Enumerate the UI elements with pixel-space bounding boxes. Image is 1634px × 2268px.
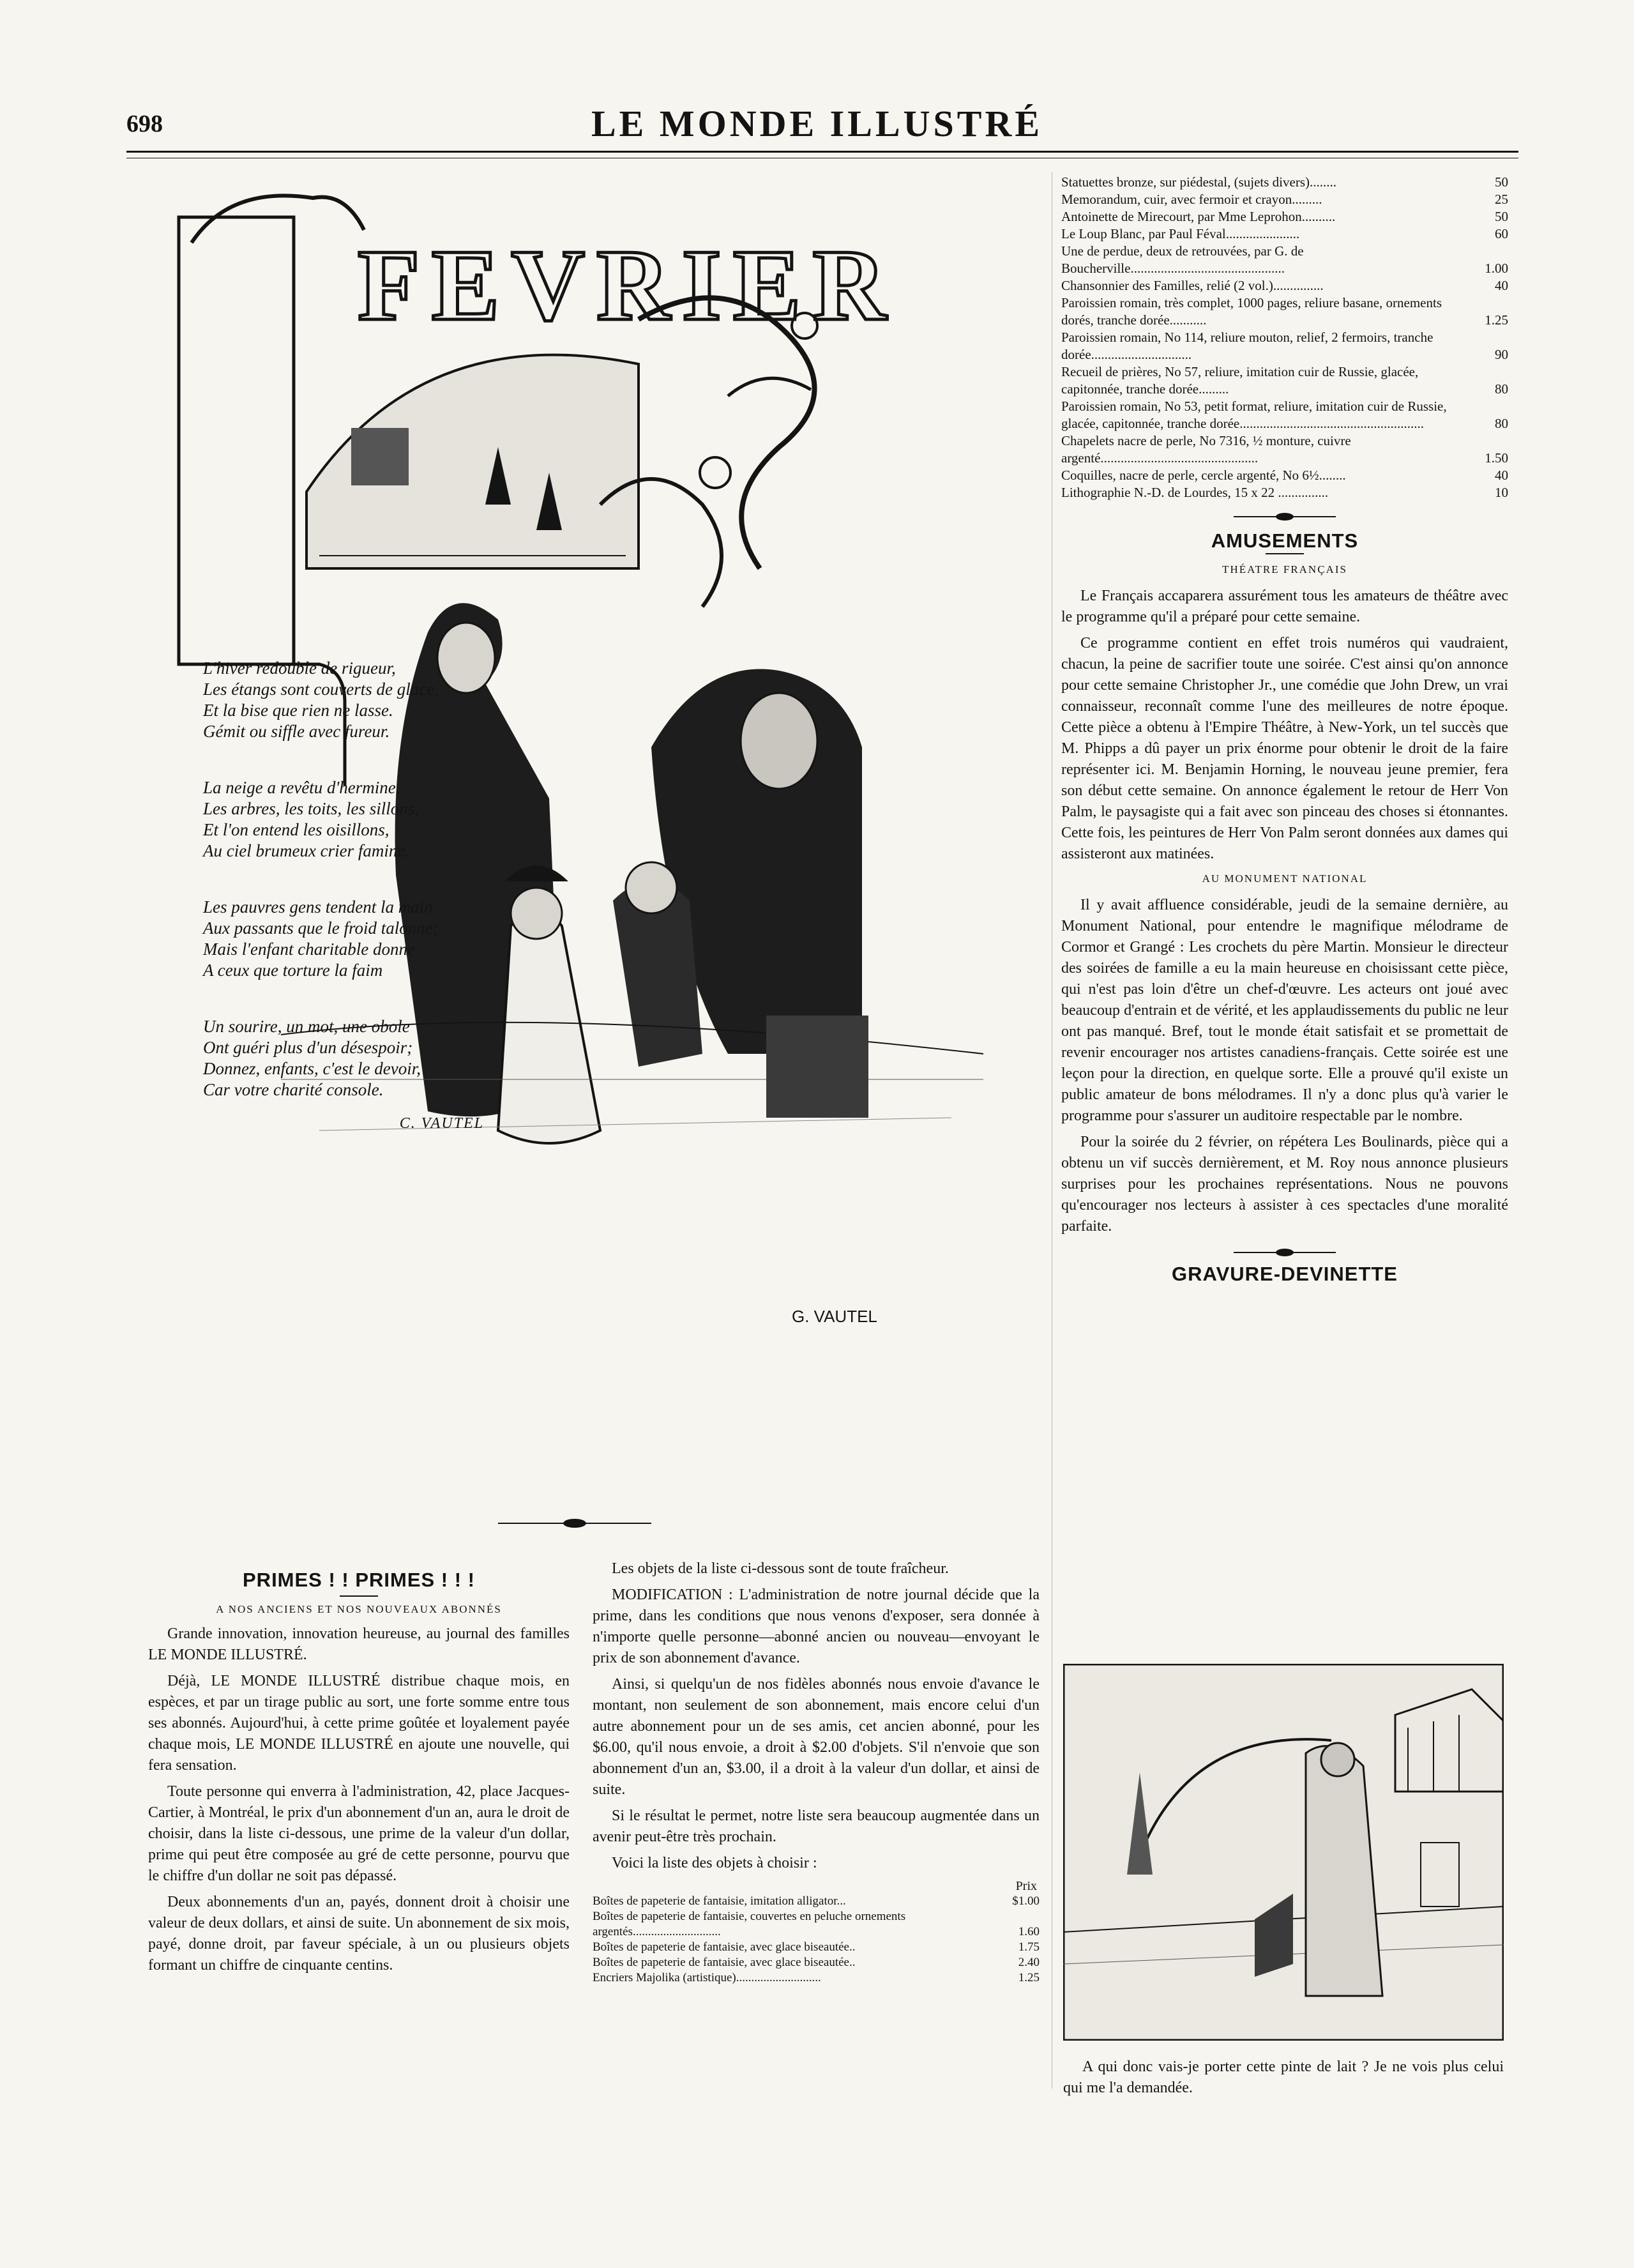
ornament-divider [1234, 1246, 1336, 1259]
list-item [1061, 243, 1508, 277]
item-price: 50 [1495, 209, 1508, 224]
paragraph: Deux abonnements d'un an, payés, donnent droit à choisir une valeur de deux dollars, et ainsi de suite. Un abonnement de six mois, payé, donne droit, par faveur spéciale, à un ou plusieurs objets formant un chiffre de cinquante centins. [148, 1894, 570, 1974]
paragraph: Si le résultat le permet, notre liste sera beaucoup augmentée dans un avenir peut-être très prochain. [593, 1808, 1040, 1845]
item-price: 1.60 [1018, 1925, 1040, 1938]
poem-stanza [203, 658, 490, 742]
header-rule [126, 151, 1518, 158]
list-item [593, 1955, 1040, 1970]
list-item [1061, 398, 1508, 432]
item-label: Chapelets nacre de perle, No 7316, ½ monture, cuivre argenté............................................... [1061, 433, 1351, 466]
item-label: Chansonnier des Familles, relié (2 vol.)............... [1061, 278, 1324, 293]
paragraph: Toute personne qui enverra à l'administration, 42, place Jacques-Cartier, à Montréal, le prix d'un abonnement d'un an, aura le droit de choisir, dans la liste ci-dessous, une prime de la valeur d'un dollar, prime qui peut être composée au gré de cette personne, pourvu que le chiffre d'un dollar ne soit pas dépassé. [148, 1783, 570, 1884]
poem-line: Les étangs sont couverts de glace, [203, 680, 439, 699]
ornament-divider [498, 1517, 651, 1530]
poem [203, 658, 490, 1134]
gravure-caption: A qui donc vais-je porter cette pinte de lait ? Je ne vois plus celui qui me l'a demandée. [1063, 2059, 1504, 2096]
amusements-text-1 [1061, 586, 1508, 865]
item-label: Boîtes de papeterie de fantaisie, avec glace biseautée.. [593, 1956, 856, 1969]
poem-line: Gémit ou siffle avec fureur. [203, 722, 390, 741]
paragraph: Il y avait affluence considérable, jeudi de la semaine dernière, au Monument National, pour entendre le magnifique mélodrame de Cormor et Grangé : Les crochets du père Martin. Monsieur le directeur des soirées de famille a eu la main heureuse en choisissant cette pièce, qui n'est pas loin d'être un chef-d'œuvre. Les acteurs ont joué avec beaucoup d'entrain et de vérité, et les applaudissements du public ne leur ont pas manqué. Bref, tout le monde était satisfait et se promettait de revenir encourager nos artistes canadiens-français. Cette soirée est une leçon pour la direction, en quelque sorte. Elle a prouvé qu'il existe un public amateur de bons mélodrames. Il n'y a donc plus qu'à varier le programme pour s'assurer un auditoire respectable par le nombre. [1061, 897, 1508, 1124]
item-price: 10 [1495, 485, 1508, 500]
item-label: Encriers Majolika (artistique)............................ [593, 1971, 821, 1984]
subhead-theatre: THÉATRE FRANÇAIS [1222, 563, 1347, 575]
paragraph: Le Français accaparera assurément tous les amateurs de théâtre avec le programme qu'il a préparé pour cette semaine. [1061, 588, 1508, 625]
poem-signature: C. VAUTEL [399, 1115, 484, 1132]
list-item [1061, 432, 1508, 467]
poem-stanza [203, 1016, 490, 1100]
paragraph: Ce programme contient en effet trois numéros qui vaudraient, chacun, la peine de sacrifier toute une soirée. C'est ainsi qu'on annonce pour cette semaine Christopher Jr., une comédie que John Drew, un vrai connaisseur, reconnaît comme l'une des meilleures de notre époque. Cette pièce a obtenu à l'Empire Théâtre, à New-York, un tel succès que M. Phipps a dû payer un prix énorme pour obtenir le droit de la faire représenter ici. M. Benjamin Horning, le nouveau jeune premier, fera son début cette semaine. On annonce également le retour de Herr Von Palm, le paysagiste qui a fait avec son pinceau des choses si étonnantes. Cette fois, les peintures de Herr Von Palm seront données aux dames qui assisteront aux matinées. [1061, 635, 1508, 862]
item-price: 1.25 [1485, 312, 1508, 328]
subhead-monument: AU MONUMENT NATIONAL [1202, 872, 1368, 885]
item-label: Paroissien romain, No 53, petit format, reliure, imitation cuir de Russie, glacée, capitonnée, tranche dorée....................................................... [1061, 399, 1447, 431]
primes-subhead: A NOS ANCIENS ET NOS NOUVEAUX ABONNÉS [216, 1603, 502, 1615]
poem-line: Aux passants que le froid talonne; [203, 918, 439, 938]
item-label: Recueil de prières, No 57, reliure, imitation cuir de Russie, glacée, capitonnée, tranche dorée......... [1061, 364, 1419, 397]
item-price: 80 [1495, 416, 1508, 431]
fevrier-title: FEVRIER [358, 228, 898, 342]
list-item [1061, 277, 1508, 294]
list-item [1061, 191, 1508, 208]
primes-text [148, 1624, 570, 1976]
poem-stanza [203, 897, 490, 981]
list-item [593, 1909, 1040, 1940]
list-item [1061, 174, 1508, 191]
item-price: 1.75 [1018, 1940, 1040, 1954]
item-price: $1.00 [1012, 1894, 1040, 1908]
item-price: 60 [1495, 226, 1508, 241]
right-column [1061, 174, 1508, 1285]
poem-line: Au ciel brumeux crier famine. [203, 841, 410, 860]
poem-line: La neige a revêtu d'hermine, [203, 778, 400, 797]
item-label: Boîtes de papeterie de fantaisie, imitation alligator... [593, 1894, 846, 1908]
item-label: Le Loup Blanc, par Paul Féval...................... [1061, 226, 1300, 241]
item-label: Paroissien romain, No 114, reliure mouton, relief, 2 fermoirs, tranche dorée.............................. [1061, 330, 1434, 362]
item-label: Boîtes de papeterie de fantaisie, avec glace biseautée.. [593, 1940, 856, 1954]
paragraph: Voici la liste des objets à choisir : [612, 1855, 817, 1871]
item-label: Paroissien romain, très complet, 1000 pages, reliure basane, ornements dorés, tranche dorée........... [1061, 295, 1442, 328]
paragraph: Déjà, LE MONDE ILLUSTRÉ distribue chaque mois, en espèces, et par un tirage public au sort, une forte somme entre tous ses abonnés. Aujourd'hui, à cette prime goûtée et loyalement payée chaque mois, LE MONDE ILLUSTRÉ en ajoute une nouvelle, qui fera sensation. [148, 1673, 570, 1774]
item-label: Une de perdue, deux de retrouvées, par G. de Boucherville.............................................. [1061, 243, 1304, 276]
poem-line: Car votre charité console. [203, 1080, 384, 1099]
item-label: Antoinette de Mirecourt, par Mme Leprohon.......... [1061, 209, 1336, 224]
item-price: 1.00 [1485, 261, 1508, 276]
list-item [1061, 484, 1508, 501]
item-price: 50 [1495, 174, 1508, 190]
item-price: 1.25 [1018, 1971, 1040, 1984]
item-price: 40 [1495, 468, 1508, 483]
list-item [593, 1970, 1040, 1986]
list-item [1061, 225, 1508, 243]
objets-column [593, 1558, 1040, 1986]
item-price: 2.40 [1018, 1956, 1040, 1969]
prix-header: Prix [1015, 1879, 1037, 1893]
page-number: 698 [126, 110, 163, 137]
item-price: 80 [1495, 381, 1508, 397]
price-list [1061, 174, 1508, 501]
amusements-text-2 [1061, 895, 1508, 1237]
poem-line: Un sourire, un mot, une obole [203, 1017, 410, 1036]
poem-line: Ont guéri plus d'un désespoir; [203, 1038, 413, 1057]
item-label: Boîtes de papeterie de fantaisie, couvertes en peluche ornements argentés............................. [593, 1910, 906, 1938]
list-item [1061, 467, 1508, 484]
title-rule [1266, 553, 1304, 554]
gravure-title: GRAVURE-DEVINETTE [1171, 1263, 1398, 1285]
item-label: Memorandum, cuir, avec fermoir et crayon......... [1061, 192, 1322, 207]
objects-list [593, 1894, 1040, 1986]
list-item [1061, 208, 1508, 225]
list-item [1061, 294, 1508, 329]
item-label: Statuettes bronze, sur piédestal, (sujets divers)........ [1061, 174, 1336, 190]
paragraph: Pour la soirée du 2 février, on répétera Les Boulinards, pièce qui a obtenu un vif succès dernièrement, et M. Roy nous annonce plusieurs surprises pour les prochaines représentations. Nous ne pouvons qu'encourager nos lecteurs à assister à ces spectacles d'une moralité parfaite. [1061, 1134, 1508, 1235]
list-item [1061, 363, 1508, 398]
primes-column [148, 1565, 570, 1981]
paragraph: Ainsi, si quelqu'un de nos fidèles abonnés nous envoie d'avance le montant, non seulement de son abonnement, mais encore celui d'un autre abonnement pour un de ses amis, cet ancien abonné, pour les $6.00, qu'il nous envoie, a droit à $2.00 d'objets. S'il n'envoie que son abonnement d'un an, $3.00, il a droit à la valeur d'un dollar, et ainsi de suite. [593, 1676, 1040, 1798]
list-item [1061, 329, 1508, 363]
primes-title: PRIMES ! ! PRIMES ! ! ! [243, 1569, 475, 1591]
title-rule [340, 1595, 378, 1597]
item-price: 40 [1495, 278, 1508, 293]
objets-text [593, 1558, 1040, 1874]
item-label: Coquilles, nacre de perle, cercle argenté, No 6½........ [1061, 468, 1346, 483]
list-item [593, 1940, 1040, 1955]
poem-line: Mais l'enfant charitable donne [203, 940, 415, 959]
item-price: 25 [1495, 192, 1508, 207]
item-price: 1.50 [1485, 450, 1508, 466]
poem-line: Et l'on entend les oisillons, [203, 820, 390, 839]
poem-line: L'hiver redouble de rigueur, [203, 658, 396, 678]
artist-signature: G. VAUTEL [792, 1307, 877, 1326]
paragraph: Les objets de la liste ci-dessous sont de toute fraîcheur. [612, 1560, 949, 1577]
paragraph: MODIFICATION : L'administration de notre journal décide que la prime, dans les conditions que nous venons d'exposer, sera donnée à n'importe quelle personne—abonné ancien ou nouveau—envoyant le prix de son abonnement d'avance. [593, 1587, 1040, 1666]
poem-line: Les pauvres gens tendent la main [203, 897, 433, 917]
poem-line: Donnez, enfants, c'est le devoir, [203, 1059, 421, 1078]
poem-line: Et la bise que rien ne lasse. [203, 701, 393, 720]
ornament-divider [1234, 510, 1336, 523]
amusements-title: AMUSEMENTS [1211, 529, 1359, 552]
item-label: Lithographie N.-D. de Lourdes, 15 x 22 ............... [1061, 485, 1329, 500]
masthead-title: LE MONDE ILLUSTRÉ [591, 103, 1043, 144]
gravure-devinette-illustration [1063, 1664, 1504, 2041]
poem-stanza [203, 777, 490, 862]
paragraph: Grande innovation, innovation heureuse, au journal des familles LE MONDE ILLUSTRÉ. [148, 1625, 570, 1663]
list-item [593, 1894, 1040, 1909]
poem-line: A ceux que torture la faim [203, 961, 383, 980]
poem-line: Les arbres, les toits, les sillons, [203, 799, 420, 818]
item-price: 90 [1495, 347, 1508, 362]
